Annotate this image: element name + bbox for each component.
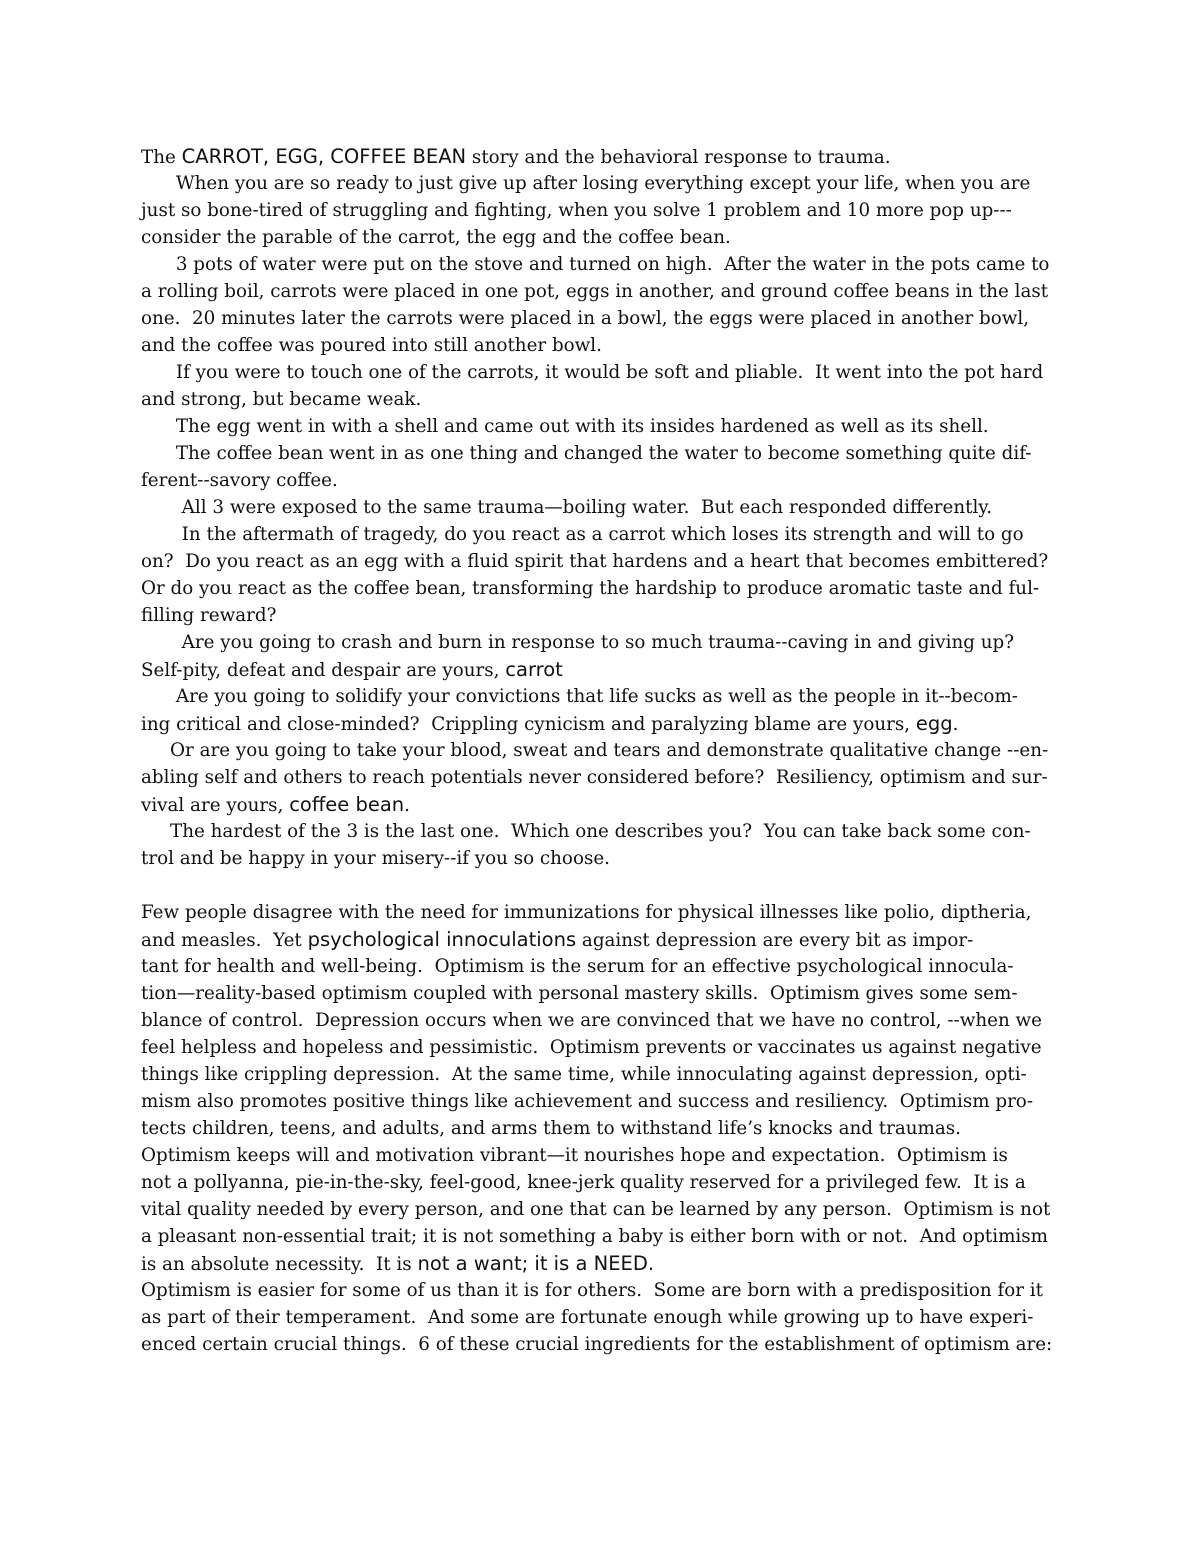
optimism-final-line: as part of their temperament. And some are fortunate enough while growing up to have experi- (141, 1307, 1034, 1328)
optimism-line: feel helpless and hopeless and pessimistic. Optimism prevents or vaccinates us against negative (141, 1037, 1042, 1058)
egg-bold: egg (915, 712, 953, 735)
carrot-line (141, 656, 1061, 683)
optimism-line: not a pollyanna, pie-in-the-sky, feel-good, knee-jerk quality reserved for a privileged few. It is a (141, 1172, 1026, 1193)
story-line: Are you going to crash and burn in response to so much trauma--caving in and giving up? (141, 632, 1015, 653)
story-line: one. 20 minutes later the carrots were placed in a bowl, the eggs were placed in another bowl, (141, 308, 1030, 329)
story-line: just so bone-tired of struggling and fighting, when you solve 1 problem and 10 more pop up--- (141, 200, 1012, 221)
story-line: on? Do you react as an egg with a fluid spirit that hardens and a heart that becomes embittered? (141, 551, 1049, 572)
coffee-line-2: abling self and others to reach potentials never considered before? Resiliency, optimism and sur- (141, 767, 1048, 788)
optimism-line-innoculations (141, 926, 1061, 953)
optimism-need-line (141, 1250, 1061, 1277)
optimism-final-line: enced certain crucial things. 6 of these crucial ingredients for the establishment of optimism are: (141, 1334, 1053, 1355)
hardest-line-1: The hardest of the 3 is the last one. Which one describes you? You can take back some con- (141, 821, 1031, 842)
story-line: If you were to touch one of the carrots, it would be soft and pliable. It went into the pot hard (141, 362, 1044, 383)
coffee-bean-bold: coffee bean (289, 793, 405, 816)
story-line: and the coffee was poured into still another bowl. (141, 335, 602, 356)
story-line: Or do you react as the coffee bean, transforming the hardship to produce aromatic taste and ful- (141, 578, 1040, 599)
carrot-line-text: Self-pity, defeat and despair are yours, (141, 660, 506, 681)
optimism-line: a pleasant non-essential trait; it is not something a baby is either born with or not. And optimism (141, 1226, 1048, 1247)
optimism-line: blance of control. Depression occurs when we are convinced that we have no control, --when we (141, 1010, 1043, 1031)
story-title-bold: CARROT, EGG, COFFEE BEAN (181, 145, 467, 168)
optimism-line-text: against depression are every bit as impor- (576, 930, 974, 951)
optimism-line-text: is an absolute necessity. It is (141, 1254, 418, 1275)
story-line: ferent--savory coffee. (141, 470, 338, 491)
story-line: All 3 were exposed to the same trauma—boiling water. But each responded differently. (141, 497, 993, 518)
story-line: consider the parable of the carrot, the egg and the coffee bean. (141, 227, 731, 248)
egg-line-text: ing critical and close-minded? Crippling cynicism and paralyzing blame are yours, (141, 714, 916, 735)
optimism-line: Few people disagree with the need for immunizations for physical illnesses like polio, diptheria, (141, 902, 1032, 923)
optimism-line: Optimism keeps will and motivation vibrant—it nourishes hope and expectation. Optimism is (141, 1145, 1008, 1166)
story-title-pre: The (141, 147, 182, 168)
optimism-line: tects children, teens, and adults, and arms them to withstand life’s knocks and traumas. (141, 1118, 961, 1139)
coffee-line-text: vival are yours, (141, 795, 290, 816)
optimism-line: vital quality needed by every person, and one that can be learned by any person. Optimism is not (141, 1199, 1051, 1220)
coffee-line-3 (141, 791, 1061, 818)
story-line: a rolling boil, carrots were placed in one pot, eggs in another, and ground coffee beans in the last (141, 281, 1049, 302)
egg-line-end: . (952, 714, 959, 735)
hardest-line-2: trol and be happy in your misery--if you so choose. (141, 848, 610, 869)
story-line: When you are so ready to just give up after losing everything except your life, when you are (141, 173, 1031, 194)
story-title (141, 143, 1061, 170)
coffee-line-end: . (404, 795, 410, 816)
story-line: and strong, but became weak. (141, 389, 422, 410)
story-line: In the aftermath of tragedy, do you react as a carrot which loses its strength and will to go (141, 524, 1024, 545)
egg-line-2 (141, 710, 1061, 737)
optimism-line: tant for health and well-being. Optimism is the serum for an effective psychological innocula- (141, 956, 1014, 977)
paragraph-gap (141, 872, 1061, 899)
story-line: The egg went in with a shell and came out with its insides hardened as well as its shell. (141, 416, 989, 437)
story-line: The coffee bean went in as one thing and changed the water to become something quite dif- (141, 443, 1032, 464)
egg-line-1: Are you going to solidify your convictions that life sucks as well as the people in it--becom- (141, 686, 1018, 707)
optimism-line: tion—reality-based optimism coupled with personal mastery skills. Optimism gives some sem- (141, 983, 1018, 1004)
optimism-final-line: Optimism is easier for some of us than it is for others. Some are born with a predisposition for it (141, 1280, 1044, 1301)
optimism-line-text: and measles. Yet (141, 930, 308, 951)
story-title-post: story and the behavioral response to trauma. (466, 147, 891, 168)
story-line: filling reward? (141, 605, 277, 626)
need-bold: not a want; it is a NEED. (417, 1252, 655, 1275)
story-line: 3 pots of water were put on the stove and turned on high. After the water in the pots came to (141, 254, 1050, 275)
carrot-bold: carrot (505, 658, 563, 681)
document-page (141, 143, 1061, 1358)
coffee-line-1: Or are you going to take your blood, sweat and tears and demonstrate qualitative change --en- (141, 740, 1049, 761)
optimism-line: mism also promotes positive things like achievement and success and resiliency. Optimism pro- (141, 1091, 1033, 1112)
optimism-line: things like crippling depression. At the same time, while innoculating against depression, opti- (141, 1064, 1027, 1085)
psychological-innoculations-bold: psychological innoculations (307, 928, 577, 951)
